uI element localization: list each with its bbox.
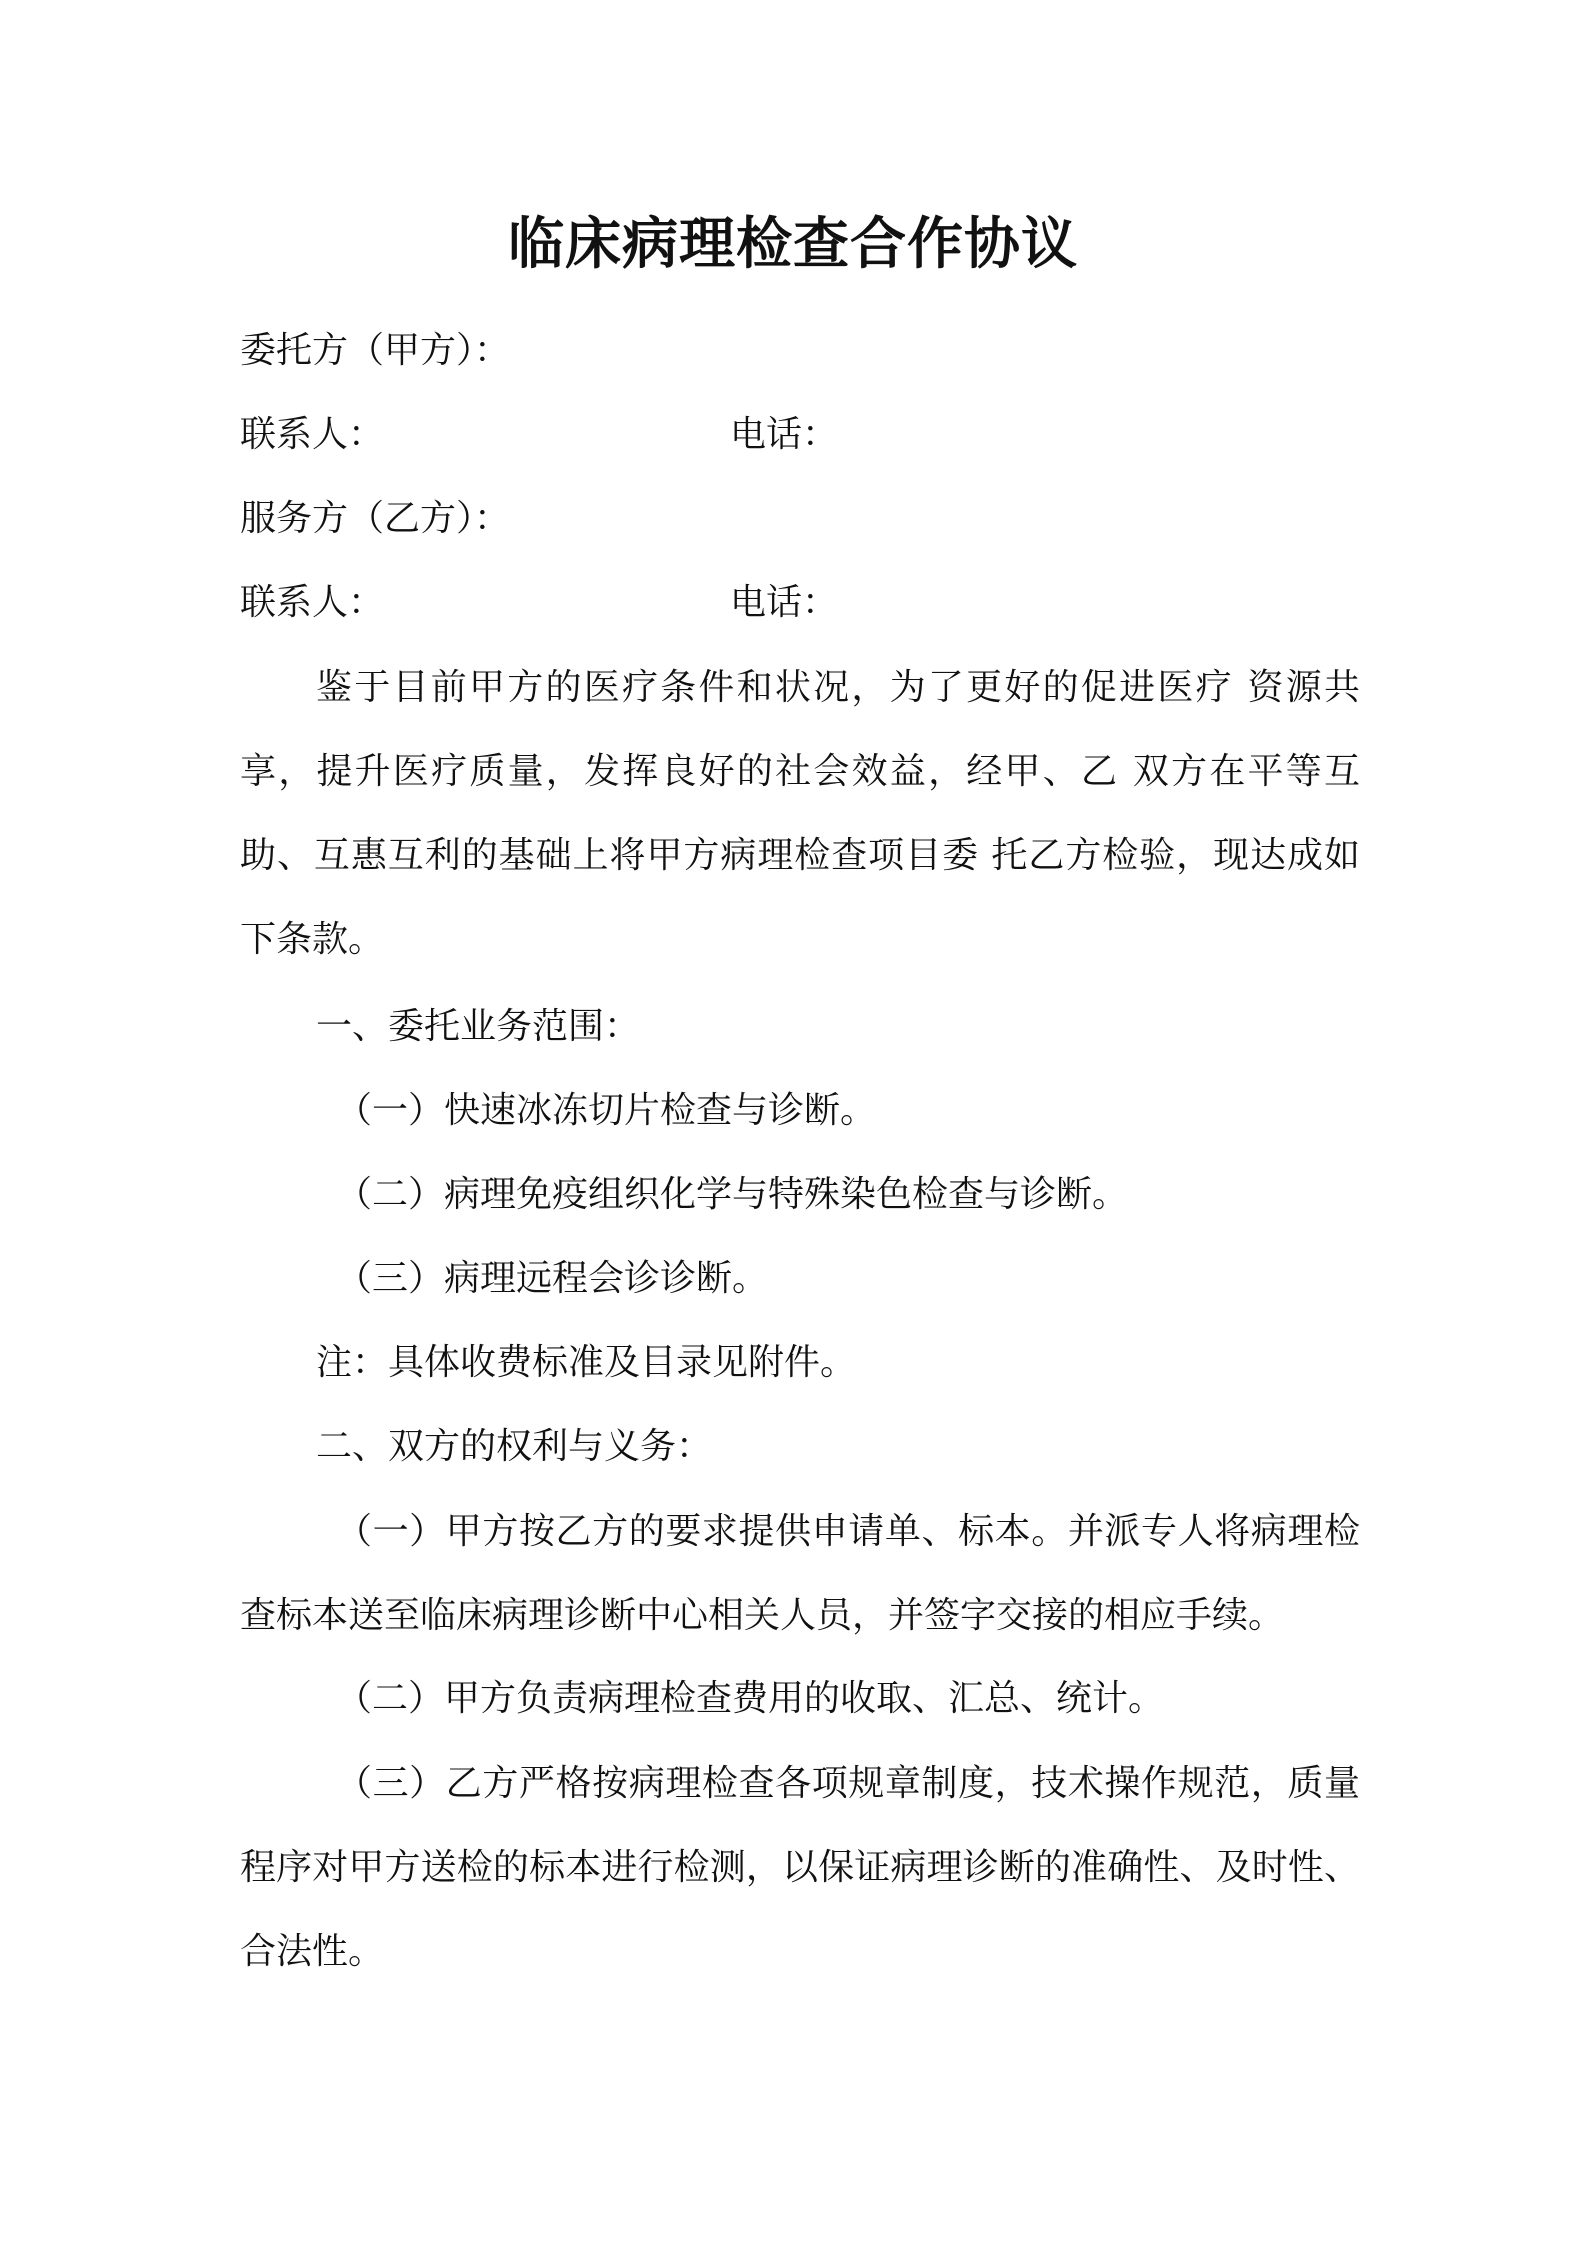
party-a-contact-row [240,394,1360,476]
party-a-label: 委托方（甲方）： [240,330,511,371]
section2-item: （二）甲方负责病理检查费用的收取、汇总、统计。 [336,1678,1165,1719]
party-a-phone-label: 电话： [730,414,839,455]
section2-heading: 二、双方的权利与义务： [316,1426,713,1467]
party-b-phone-label: 电话： [730,582,839,623]
section2-item: （三）乙方严格按病理检查各项规章制度，技术操作规范，质量程序对甲方送检的标本进行检测，以保证病理诊断的准确性、及时性、合法性。 [240,1763,1360,1972]
preamble-paragraph: 鉴于目前甲方的医疗条件和状况，为了更好的促进医疗 资源共享，提升医疗质量，发挥良好的社会效益，经甲、乙 双方在平等互助、互惠互利的基础上将甲方病理检查项目委 托乙方检验，现达成如下条款。 [240,667,1360,960]
section2-item: （一）甲方按乙方的要求提供申请单、标本。并派专人将病理检查标本送至临床病理诊断中心相关人员，并签字交接的相应手续。 [240,1511,1360,1636]
document-title: 临床病理检查合作协议 [508,212,1078,277]
fee-note: 注：具体收费标准及目录见附件。 [316,1342,857,1383]
section1-item: （二）病理免疫组织化学与特殊染色检查与诊断。 [336,1174,1129,1215]
party-b-contact-row [240,562,1360,644]
section1-item: （三）病理远程会诊诊断。 [336,1258,769,1299]
section1-heading: 一、委托业务范围： [316,1006,641,1047]
party-b-contact-label: 联系人： [240,582,385,623]
party-b-label: 服务方（乙方）： [240,498,511,539]
party-a-contact-label: 联系人： [240,414,385,455]
section1-item: （一）快速冰冻切片检查与诊断。 [336,1090,877,1131]
